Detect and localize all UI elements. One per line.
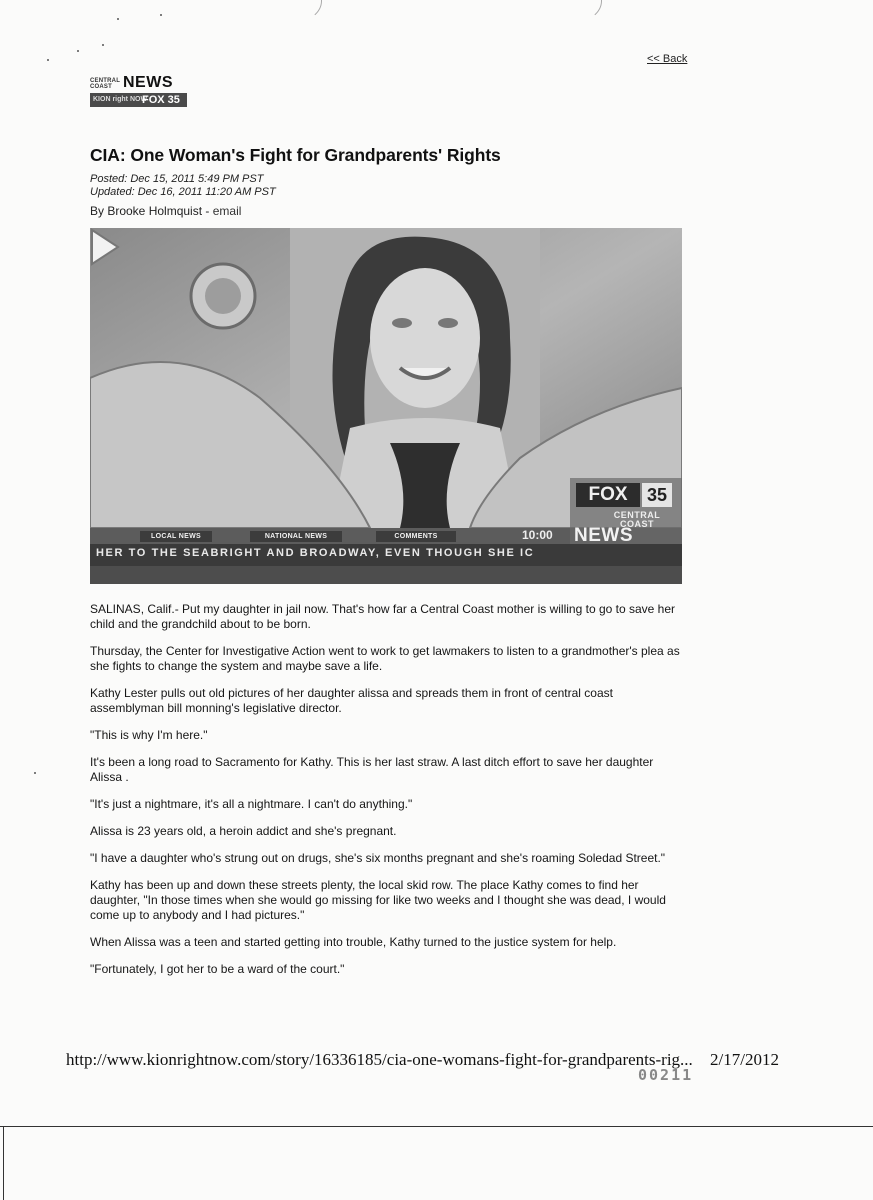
tv-tab-national-news: NATIONAL NEWS xyxy=(250,531,342,542)
paragraph: Kathy has been up and down these streets plenty, the local skid row. The place Kathy comes to find her daughter, "In those times when she would go missing for like two weeks and I thought she was dead, I would come up to anybody and I had pictures." xyxy=(90,878,666,922)
paragraph: "This is why I'm here." xyxy=(90,728,208,742)
bates-stamp: 00211 xyxy=(638,1066,694,1084)
station-logo[interactable] xyxy=(90,76,190,110)
article-dates xyxy=(90,173,276,199)
byline-author: By Brooke Holmquist xyxy=(90,204,203,218)
article-body xyxy=(90,602,686,989)
paragraph: Alissa is 23 years old, a heroin addict and she's pregnant. xyxy=(90,824,397,838)
paragraph: "It's just a nightmare, it's all a nightmare. I can't do anything." xyxy=(90,797,413,811)
fox-badge-text: FOX xyxy=(576,483,640,507)
byline-separator: - xyxy=(202,204,213,218)
coast-label: COAST xyxy=(620,519,654,529)
fox-badge xyxy=(576,483,674,507)
tv-tab-local-news: LOCAL NEWS xyxy=(140,531,212,542)
central-label: CENTRAL xyxy=(613,510,661,520)
logo-small-text: CENTRAL COAST xyxy=(90,78,120,90)
paragraph: "Fortunately, I got her to be a ward of the court." xyxy=(90,962,345,976)
back-link[interactable]: << Back xyxy=(647,53,688,65)
tv-tabs xyxy=(140,531,580,543)
logo-station-text: KION right NOW xyxy=(93,96,148,103)
paragraph: Kathy Lester pulls out old pictures of her daughter alissa and spreads them in front of central coast assemblyman bill monning's legislative director. xyxy=(90,686,613,715)
scan-arc-left xyxy=(270,0,322,22)
paragraph: Thursday, the Center for Investigative Action went to work to get lawmakers to listen to a grandmother's plea as she fights to change the system and maybe save a life. xyxy=(90,644,680,673)
byline xyxy=(90,204,241,218)
paragraph: It's been a long road to Sacramento for Kathy. This is her last straw. A last ditch effort to save her daughter Alissa . xyxy=(90,755,654,784)
news-label: NEWS xyxy=(574,525,633,546)
scan-edge-line-vertical xyxy=(3,1126,4,1200)
video-player[interactable] xyxy=(90,228,682,584)
play-icon[interactable] xyxy=(90,228,120,266)
paragraph: When Alissa was a teen and started getting into trouble, Kathy turned to the justice system for help. xyxy=(90,935,617,949)
tv-ticker: HER TO THE SEABRIGHT AND BROADWAY, EVEN THOUGH SHE IC xyxy=(96,547,535,559)
logo-news-text: NEWS xyxy=(123,74,173,91)
email-link[interactable]: email xyxy=(212,204,242,218)
updated-date: Updated: Dec 16, 2011 11:20 AM PST xyxy=(90,186,276,198)
print-footer-url: http://www.kionrightnow.com/story/16336185/cia-one-womans-fight-for-grandparents-rig... xyxy=(66,1050,693,1069)
paragraph: SALINAS, Calif.- Put my daughter in jail now. That's how far a Central Coast mother is willing to go to save her child and the grandchild about to be born. xyxy=(90,602,676,631)
paragraph: "I have a daughter who's strung out on drugs, she's six months pregnant and she's roaming Soledad Street." xyxy=(90,851,666,865)
article-title: CIA: One Woman's Fight for Grandparents' Rights xyxy=(90,145,501,165)
logo-fox-text: FOX 35 xyxy=(142,94,180,106)
tv-time: 10:00 xyxy=(522,528,553,542)
fox-badge-channel: 35 xyxy=(642,483,672,507)
scan-edge-line xyxy=(0,1126,873,1127)
tv-tab-comments: COMMENTS xyxy=(376,531,456,542)
posted-date: Posted: Dec 15, 2011 5:49 PM PST xyxy=(90,173,264,185)
scan-arc-right xyxy=(550,0,602,22)
print-footer-date: 2/17/2012 xyxy=(710,1050,779,1069)
